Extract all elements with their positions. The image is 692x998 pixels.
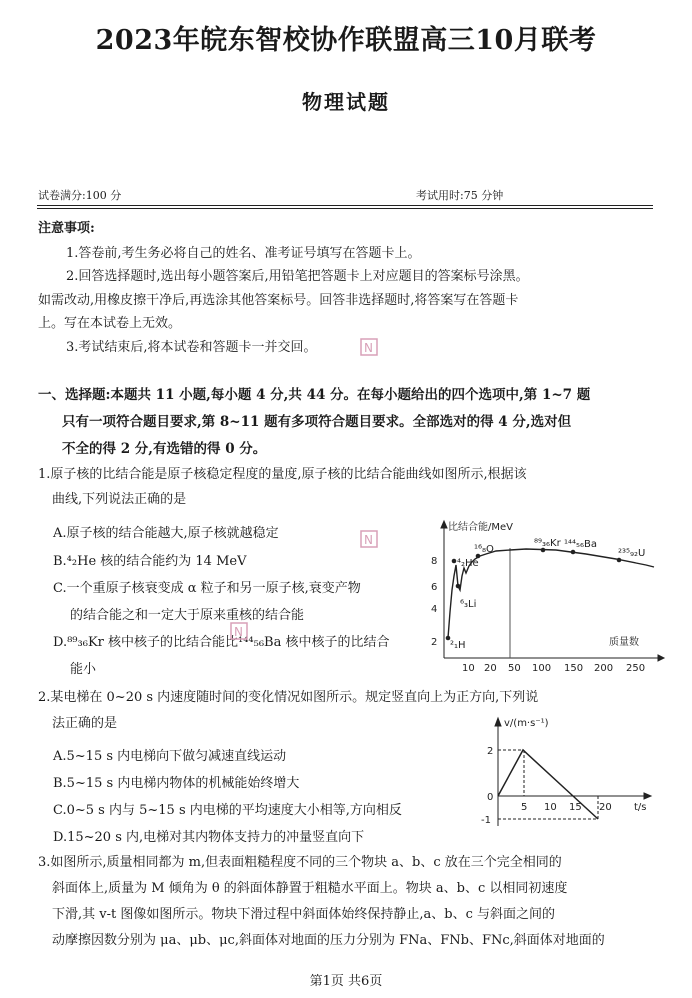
section-heading-line1: 一、选择题:本题共 11 小题,每小题 4 分,共 44 分。在每小题给出的四个选项中,第 1~7 题 (38, 387, 591, 403)
binding-energy-curve (448, 549, 654, 638)
chart2-ytick-neg1: -1 (481, 815, 491, 826)
chart1-xlabel: 质量数 (609, 637, 639, 648)
chart1-ytick-4: 4 (431, 604, 438, 615)
chart2-xtick-10: 10 (544, 802, 557, 813)
full-score: 试卷满分:100 分 (38, 189, 122, 202)
svg-text:N: N (234, 625, 243, 639)
notice-item-3: 3.考试结束后,将本试卷和答题卡一并交回。 (66, 340, 317, 355)
header-rule-top (37, 205, 653, 206)
chart2-xtick-15: 15 (569, 802, 582, 813)
section-heading-line3: 不全的得 2 分,有选错的得 0 分。 (62, 441, 267, 457)
v-axis-arrow (495, 718, 501, 726)
notice-item-2-cont: 如需改动,用橡皮擦干净后,再选涂其他答案标号。回答非选择题时,将答案写在答题卡 (38, 293, 519, 308)
chart1-ytick-2: 2 (431, 637, 438, 648)
y-axis-arrow (441, 521, 447, 528)
svg-text:N: N (364, 341, 373, 355)
watermark-stamp-icon (230, 622, 248, 640)
chart1-xtick-100: 100 (532, 663, 552, 674)
q1-option-c-cont: 的结合能之和一定大于原来重核的结合能 (70, 608, 305, 623)
label-o: ¹⁶₈O (474, 544, 494, 555)
notice-heading: 注意事项: (38, 221, 95, 236)
q2-option-d: D.15~20 s 内,电梯对其内物体支持力的冲量竖直向下 (53, 830, 365, 845)
q1-option-d-cont: 能小 (70, 662, 97, 677)
q1-option-d: D.⁸⁹₃₆Kr 核中核子的比结合能比¹⁴⁴₅₆Ba 核中核子的比结合 (53, 635, 390, 650)
point-he (452, 559, 457, 564)
subject-title: 物理试题 (302, 90, 390, 114)
notice-item-1: 1.答卷前,考生务必将自己的姓名、准考证号填写在答题卡上。 (66, 246, 421, 261)
chart1-xtick-200: 200 (594, 663, 614, 674)
chart2-xtick-5: 5 (521, 802, 528, 813)
label-ba: ¹⁴⁴₅₆Ba (564, 539, 598, 550)
q3-line2: 斜面体上,质量为 M 倾角为 θ 的斜面体静置于粗糙水平面上。物块 a、b、c 以相同初速度 (52, 881, 568, 896)
chart1-xtick-150: 150 (564, 663, 584, 674)
q1-stem-line2: 曲线,下列说法正确的是 (52, 492, 187, 507)
section-heading-line2: 只有一项符合题目要求,第 8~11 题有多项符合题目要求。全部选对的得 4 分,选对但 (62, 414, 572, 430)
q1-option-b: B.⁴₂He 核的结合能约为 14 MeV (53, 554, 247, 569)
chart2-xlabel: t/s (634, 802, 647, 813)
q2-stem-line2: 法正确的是 (52, 716, 118, 731)
chart1-xtick-50: 50 (508, 663, 521, 674)
velocity-time-chart (478, 714, 658, 834)
q3-line1: 3.如图所示,质量相同都为 m,但表面粗糙程度不同的三个物块 a、b、c 放在三个完全相同的 (38, 855, 562, 870)
chart2-ytick-0: 0 (487, 792, 494, 803)
q1-option-c: C.一个重原子核衰变成 α 粒子和另一原子核,衰变产物 (53, 581, 361, 596)
point-ba (571, 550, 576, 555)
watermark-stamp-icon (360, 530, 378, 548)
exam-time: 考试用时:75 分钟 (416, 189, 504, 202)
header-rule-bottom (37, 208, 653, 209)
x-axis-arrow (658, 655, 664, 661)
q2-option-b: B.5~15 s 内电梯内物体的机械能始终增大 (53, 776, 300, 791)
notice-item-2: 2.回答选择题时,选出每小题答案后,用铅笔把答题卡上对应题目的答案标号涂黑。 (66, 269, 529, 284)
q1-option-a: A.原子核的结合能越大,原子核就越稳定 (53, 526, 279, 541)
chart2-ylabel: v/(m·s⁻¹) (504, 718, 549, 729)
notice-item-2-end: 上。写在本试卷上无效。 (38, 316, 182, 331)
q2-option-c: C.0~5 s 内与 5~15 s 内电梯的平均速度大小相等,方向相反 (53, 803, 402, 818)
page-number: 第1页 共6页 (309, 974, 383, 989)
label-kr: ⁸⁹₃₆Kr (534, 538, 561, 549)
chart1-xtick-250: 250 (626, 663, 646, 674)
binding-energy-chart (426, 516, 666, 676)
label-he: ⁴₂He (457, 558, 479, 569)
exam-title: 2023年皖东智校协作联盟高三10月联考 (95, 25, 597, 56)
point-li (456, 584, 461, 589)
label-li: ⁶₃Li (460, 599, 477, 610)
chart1-xtick-10: 10 (462, 663, 475, 674)
chart1-ytick-8: 8 (431, 556, 438, 567)
chart1-ylabel: 比结合能/MeV (448, 522, 513, 533)
label-u: ²³⁵₉₂U (618, 548, 646, 559)
svg-text:N: N (364, 533, 373, 547)
chart1-xtick-20: 20 (484, 663, 497, 674)
q3-line3: 下滑,其 v-t 图像如图所示。物块下滑过程中斜面体始终保持静止,a、b、c 与斜面之间的 (52, 907, 555, 922)
q2-option-a: A.5~15 s 内电梯向下做匀减速直线运动 (53, 749, 287, 764)
q2-stem-line1: 2.某电梯在 0~20 s 内速度随时间的变化情况如图所示。规定竖直向上为正方向,下列说 (38, 690, 539, 705)
chart1-ytick-6: 6 (431, 582, 438, 593)
t-axis-arrow (644, 793, 651, 799)
chart2-xtick-20: 20 (599, 802, 612, 813)
label-h: ²₁H (450, 640, 466, 651)
watermark-stamp-icon (360, 338, 378, 356)
q1-stem-line1: 1.原子核的比结合能是原子核稳定程度的量度,原子核的比结合能曲线如图所示,根据该 (38, 467, 527, 482)
q3-line4: 动摩擦因数分别为 μa、μb、μc,斜面体对地面的压力分别为 FNa、FNb、FNc,斜面体对地面的 (52, 933, 605, 948)
chart2-ytick-2: 2 (487, 746, 494, 757)
